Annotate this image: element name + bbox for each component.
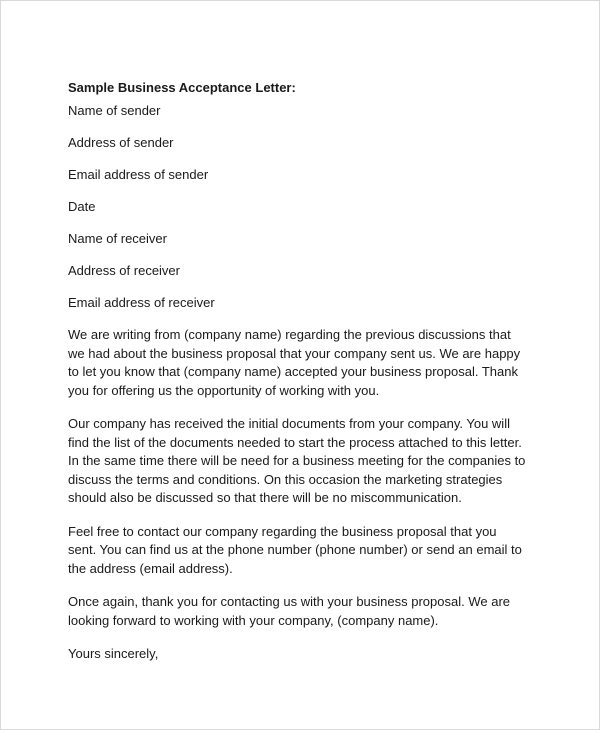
sender-email-field: Email address of sender: [68, 167, 209, 182]
paragraph-thanks: Once again, thank you for contacting us with your business proposal. We are looking forward to working with your company, (company name).: [68, 594, 511, 628]
receiver-address-field: Address of receiver: [68, 263, 180, 278]
letter-body: [68, 79, 528, 662]
paragraph-documents: Our company has received the initial documents from your company. You will find the list of the documents needed to start the process attached to this letter. In the same time there will be need for a business meeting for the companies to discuss the terms and conditions. On this occasion the marketing strategies should also be discussed so that there will be no miscommunication.: [68, 416, 526, 505]
receiver-email-field: Email address of receiver: [68, 295, 215, 310]
closing-salutation: Yours sincerely,: [68, 646, 159, 661]
receiver-name-field: Name of receiver: [68, 231, 167, 246]
paragraph-contact: Feel free to contact our company regarding the business proposal that you sent. You can find us at the phone number (phone number) or send an email to the address (email address).: [68, 523, 522, 576]
date-field: Date: [68, 199, 96, 214]
sender-address-field: Address of sender: [68, 135, 174, 150]
sender-name-field: Name of sender: [68, 103, 161, 118]
letter-title: Sample Business Acceptance Letter:: [68, 80, 296, 95]
paragraph-acceptance: We are writing from (company name) regarding the previous discussions that we had about the business proposal that your company sent us. We are happy to let you know that (company name) accepted your business proposal. Thank you for offering us the opportunity of working with you.: [68, 327, 521, 398]
